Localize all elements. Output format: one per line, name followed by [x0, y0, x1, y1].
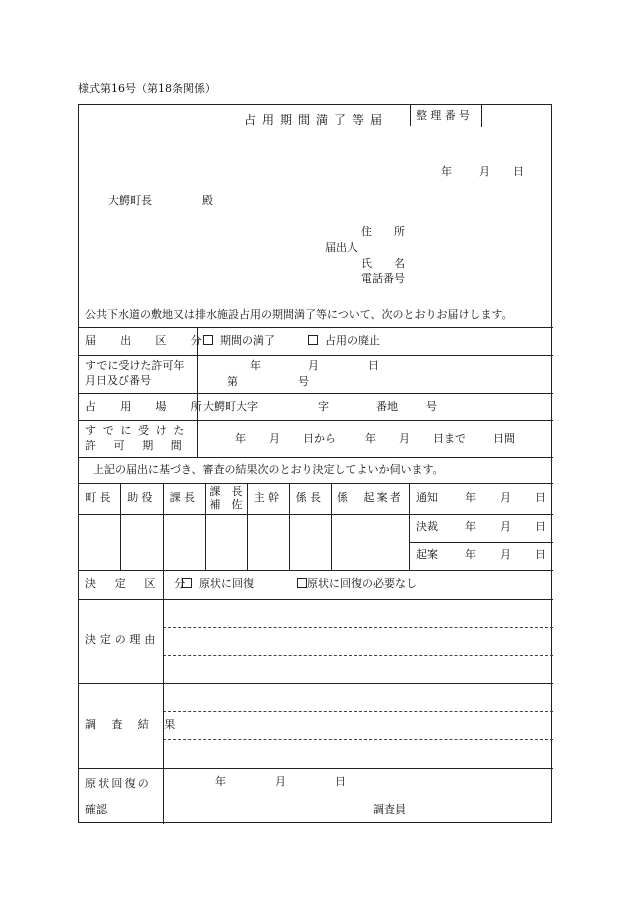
restoration-label-line2: 確認 — [85, 803, 107, 816]
date-approval-day[interactable]: 日 — [535, 520, 546, 533]
header-chocho: 町長 — [85, 491, 114, 504]
category-option-2[interactable]: 占用の廃止 — [308, 334, 380, 348]
body-text: 公共下水道の敷地又は排水施設占用の期間満了等について、次のとおりお届けします。 — [85, 308, 513, 321]
date-approval-year[interactable]: 年 — [465, 520, 476, 533]
date-draft-year[interactable]: 年 — [465, 548, 476, 561]
restoration-year[interactable]: 年 — [215, 775, 226, 788]
date-year[interactable]: 年 — [441, 165, 452, 178]
addressee-honorific: 殿 — [202, 194, 213, 207]
permit-year[interactable]: 年 — [250, 359, 261, 372]
date-approval-month[interactable]: 月 — [500, 520, 511, 533]
header-kacho-hosa-line2: 補 佐 — [209, 498, 243, 511]
form-number: 様式第16号（第18条関係） — [78, 82, 216, 95]
applicant-group-label: 届出人 — [325, 241, 358, 254]
date-notice-month[interactable]: 月 — [500, 491, 511, 504]
header-kacho-hosa-line1: 課 長 — [209, 485, 243, 498]
period-month-from[interactable]: 月 — [269, 432, 280, 445]
result-label: 調 査 結 果 — [85, 718, 178, 731]
permit-dai: 第 — [227, 375, 238, 388]
applicant-address-label: 住 所 — [361, 225, 405, 238]
form-table — [78, 104, 552, 823]
date-notice-label: 通知 — [416, 491, 438, 504]
period-year-to[interactable]: 年 — [365, 432, 376, 445]
addressee-name: 大鰐町長 — [108, 194, 152, 207]
permit-go[interactable]: 号 — [298, 375, 309, 388]
decision-option-2[interactable]: 原状に回復の必要なし — [297, 577, 417, 591]
date-day[interactable]: 日 — [513, 165, 524, 178]
period-label-line2: 許可期間 — [85, 439, 200, 452]
checkbox-icon[interactable] — [308, 335, 318, 345]
period-day-from[interactable]: 日から — [303, 432, 336, 445]
date-draft-day[interactable]: 日 — [535, 548, 546, 561]
date-notice-year[interactable]: 年 — [465, 491, 476, 504]
location-town: 大鰐町大字 — [203, 400, 258, 413]
period-label-line1: すでに受けた — [85, 424, 191, 437]
restoration-inspector: 調査員 — [373, 803, 406, 816]
checkbox-icon[interactable] — [297, 578, 307, 588]
period-day-to[interactable]: 日まで — [433, 432, 466, 445]
header-joyaku: 助役 — [127, 491, 156, 504]
header-kakaricho: 係長 — [295, 491, 325, 504]
checkbox-icon[interactable] — [203, 335, 213, 345]
location-banchi[interactable]: 番地 — [376, 400, 398, 413]
checkbox-icon[interactable] — [182, 578, 192, 588]
date-month[interactable]: 月 — [479, 165, 490, 178]
permit-label-line1: すでに受けた許可年 — [85, 359, 185, 372]
permit-month[interactable]: 月 — [308, 359, 319, 372]
category-option-1[interactable]: 期間の満了 — [203, 334, 275, 348]
location-label: 占 用 場 所 — [85, 400, 209, 413]
period-days[interactable]: 日間 — [493, 432, 515, 445]
permit-label-line2: 月日及び番号 — [85, 374, 151, 387]
location-go[interactable]: 号 — [426, 400, 437, 413]
decision-label: 決 定 区 分 — [85, 577, 189, 590]
date-approval-label: 決裁 — [416, 520, 438, 533]
header-kacho-hosa — [205, 485, 247, 511]
header-kian: 係 起案者 — [337, 491, 403, 504]
restoration-label-line1: 原状回復の — [85, 777, 151, 790]
permit-day[interactable]: 日 — [368, 359, 379, 372]
restoration-month[interactable]: 月 — [275, 775, 286, 788]
date-draft-label: 起案 — [416, 548, 438, 561]
period-month-to[interactable]: 月 — [399, 432, 410, 445]
restoration-day[interactable]: 日 — [335, 775, 346, 788]
applicant-name-label: 氏 名 — [361, 257, 405, 270]
control-number-label: 整理番号 — [416, 109, 474, 122]
header-shukan: 主幹 — [253, 491, 283, 504]
applicant-phone-label: 電話番号 — [361, 272, 405, 285]
decision-option-1[interactable]: 原状に回復 — [182, 577, 254, 591]
period-year-from[interactable]: 年 — [235, 432, 246, 445]
reason-label: 決定の理由 — [85, 633, 160, 646]
header-kacho: 課長 — [169, 491, 199, 504]
date-draft-month[interactable]: 月 — [500, 548, 511, 561]
form-title: 占用期間満了等届 — [243, 113, 388, 127]
location-aza[interactable]: 字 — [318, 400, 329, 413]
category-label: 届 出 区 分 — [85, 334, 209, 347]
date-notice-day[interactable]: 日 — [535, 491, 546, 504]
review-text: 上記の届出に基づき、審査の結果次のとおり決定してよいか伺います。 — [93, 463, 444, 476]
